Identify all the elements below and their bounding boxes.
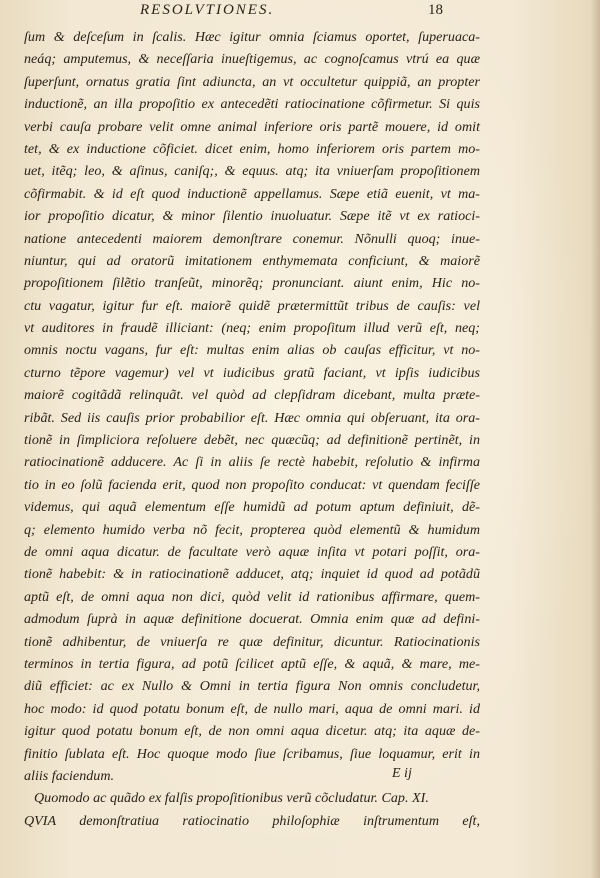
text-line: propoſitionem ſilẽtio tranſeũt, minorẽq; pronunciant. aiunt enim, Hic no- bbox=[24, 275, 480, 292]
text-line: finitio ſublata eſt. Hoc quoque modo ſiue ſcribamus, ſiue loquamur, erit in bbox=[24, 745, 480, 762]
page-number: 18 bbox=[428, 2, 443, 18]
text-line: diũ efficiet: ac ex Nullo & Omni in tertia figura Non omnis concludetur, bbox=[24, 678, 480, 695]
text-line: omnis noctu vagans, fur eſt: multas enim alias ob cauſas efficitur, vt no- bbox=[24, 342, 480, 359]
chapter-opening-line: QVIA demonſtratiua ratiocinatio philoſophiæ inſtrumentum eſt, bbox=[24, 812, 480, 829]
text-line: ſum & deſceſum in ſcalis. Hæc igitur omnia ſciamus oportet, ſuperuaca- bbox=[24, 29, 480, 45]
text-line: ctu vagatur, igitur fur eſt. maiorẽ quidẽ prætermittũt tribus de cauſis: vel bbox=[24, 297, 480, 314]
text-line: ribãt. Sed iis cauſis prior probabilior eſt. Hæc omnia qui obſeruant, ita ora- bbox=[24, 409, 480, 426]
text-line: tionẽ in ſimpliciora reſoluere debẽt, nec quæcũq; ad definitionẽ pertinẽt, in bbox=[24, 432, 480, 449]
text-line: tet, & ex inductione cõficiet. dicet enim, homo inferiorem oris partem mo- bbox=[24, 140, 480, 157]
text-line: niuntur, qui ad oratorũ imitationem enthymemata conficiunt, & maiorẽ bbox=[24, 252, 480, 269]
text-line: ſuperſunt, ornatus gratia ſint adiuncta, an vt occultetur quippiã, an propter bbox=[24, 73, 480, 90]
text-line: natione antecedenti maiorem demonſtrare conemur. Nõnulli quoq; inue- bbox=[24, 230, 480, 247]
text-line: verbi cauſa probare velit omne animal inferiore oris partẽ mouere, id omit bbox=[24, 118, 480, 135]
running-head: RESOLVTIONES. bbox=[140, 2, 275, 18]
text-line: videmus, qui aquã elementum eſſe humidũ ad potum aptum definiuit, dẽ- bbox=[24, 499, 480, 516]
body-text bbox=[24, 26, 480, 832]
text-line: igitur quod potatu bonum eſt, de non omni aqua dicetur. atq; ita aquæ de- bbox=[24, 723, 480, 740]
chapter-heading: Quomodo ac quãdo ex falſis propoſitionibus verũ cõcludatur. Cap. XI. bbox=[34, 790, 429, 807]
text-line: neáq; amputemus, & neceſſaria inueſtigemus, ac cognoſcamus vtrú ea quæ bbox=[24, 51, 480, 68]
text-line: uet, itẽq; leo, & aſinus, caniſq;, & equus. atq; ita vniuerſam propoſitionem bbox=[24, 163, 480, 180]
text-line: aptũ eſt, de omni aqua non dici, quòd velit id rationibus affirmare, quem- bbox=[24, 588, 480, 605]
text-line: q; elemento humido verba nõ fecit, propterea quòd elementũ & humidum bbox=[24, 521, 480, 538]
text-line: ior propoſitio dicatur, & minor ſilentio inuoluatur. Sæpe itẽ vt ex ratioci- bbox=[24, 208, 480, 225]
text-line: vt auditores in fraudẽ illiciant: (neq; enim propoſitum illud verũ eſt, neq; bbox=[24, 320, 480, 337]
text-line: de omni aqua dicatur. de facultate verò aquæ inſita vt potari poſſit, ora- bbox=[24, 543, 480, 560]
text-line: inductionẽ, an illa propoſitio ex antecedẽti ratiocinatione cõfirmetur. Si quis bbox=[24, 96, 480, 113]
text-line: terminos in tertia figura, ad potũ ſcilicet aptũ eſſe, & aquã, & mare, me- bbox=[24, 655, 480, 672]
text-line: maiorẽ cogitãdã relinquãt. vel quòd ad clepſidram dicebant, multa præte- bbox=[24, 387, 480, 404]
text-line: cõfirmabit. & id eſt quod inductionẽ appellamus. Sæpe etiã euenit, vt ma- bbox=[24, 185, 480, 202]
text-line: tionẽ adhibentur, de vniuerſa re quæ definitur, dicuntur. Ratiocinationis bbox=[24, 633, 480, 650]
text-line: tionẽ habebit: & in ratiocinationẽ adducet, atq; inquiet id quod ad potãdũ bbox=[24, 566, 480, 583]
catchword-signature: E ij bbox=[392, 766, 412, 781]
text-line: tio in eo ſolũ facienda erit, quod non propoſito conducat: vt quendam feciſſe bbox=[24, 476, 480, 493]
text-line: admodum ſuprà in aquæ definitione docuerat. Omnia enim quæ ad defini- bbox=[24, 611, 480, 628]
page-edge-shadow bbox=[590, 0, 600, 878]
text-line: ratiocinationẽ adducere. Ac ſi in aliis ſe rectè habebit, reſolutio & infirma bbox=[24, 454, 480, 471]
text-line: cturno tẽpore vagemur) vel vt iudicibus gratũ faciant, vt ipſis iudicibus bbox=[24, 364, 480, 381]
text-line: hoc modo: id quod potatu bonum eſt, de nullo mari, aqua de omni mari. id bbox=[24, 700, 480, 717]
paragraph-end-line: aliis faciendum. bbox=[24, 767, 115, 784]
